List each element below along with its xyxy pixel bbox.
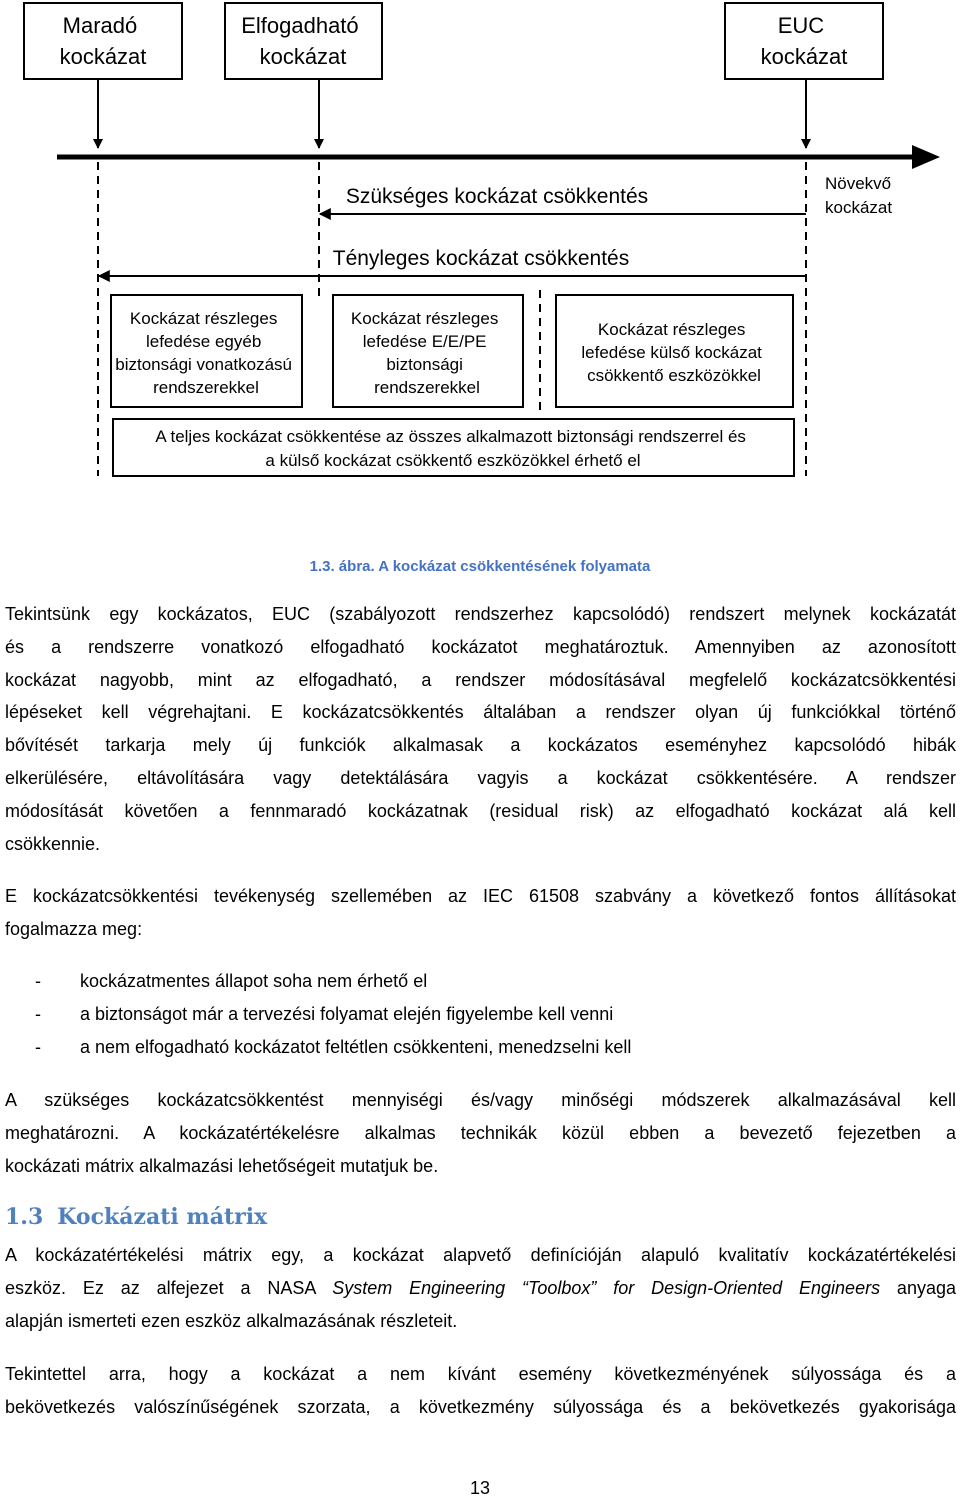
p5-line: Tekintettel arra, hogy a kockázat a nem kívánt esemény következményének súlyossága és a [5, 1364, 956, 1384]
risk-axis-arrowhead [912, 145, 940, 169]
bullet-dash: - [35, 1004, 41, 1024]
p4-text: anyaga [880, 1277, 956, 1298]
p1-line: módosítását követően a fennmaradó kockázatnak (residual risk) az elfogadható kockázat alá kell [5, 800, 956, 821]
acceptable-risk-label-1: Elfogadható [241, 13, 359, 38]
residual-risk-label-2: kockázat [59, 44, 147, 69]
statement-list [5, 965, 945, 1064]
other-tech-label-4: rendszerekkel [153, 378, 259, 397]
other-tech-label-1: Kockázat részleges [129, 309, 278, 328]
list-item-text: a biztonságot már a tervezési folyamat elején figyelembe kell venni [80, 1004, 614, 1024]
paragraph-1 [5, 598, 956, 860]
section-number: 1.3 [5, 1204, 44, 1230]
svg-text:Növekvő kockázat [825, 174, 896, 217]
list-item [5, 965, 945, 998]
euc-risk-label-2: kockázat [760, 44, 848, 69]
increasing-risk-label-2: kockázat [825, 198, 893, 217]
list-item-text: kockázatmentes állapot soha nem érhető el [80, 971, 428, 991]
acceptable-risk-label-2: kockázat [259, 44, 347, 69]
p2-line: E kockázatcsökkentési tevékenység szellemében az IEC 61508 szabvány a következő fontos állításokat [5, 886, 956, 906]
p1-line: lépéseket kell végrehajtani. E kockázatcsökkentés általában a rendszer olyan új funkciókkal történő [5, 702, 956, 723]
paragraph-4 [5, 1239, 956, 1337]
section-title: Kockázati mátrix [57, 1204, 268, 1230]
p1-line: bővítését tarkarja mely új funkciók alkalmasak a kockázatos eseményhez kapcsolódó hibák [5, 735, 956, 756]
risk-reduction-diagram [0, 0, 960, 480]
paragraph-5 [5, 1358, 956, 1424]
other-tech-label-2: lefedése egyéb [145, 332, 262, 351]
p4-italic-title: System Engineering “Toolbox” for Design-Oriented Engineers [332, 1277, 881, 1298]
list-item [5, 1031, 945, 1064]
section-heading [5, 1204, 267, 1230]
external-label-2: lefedése külső kockázat [581, 343, 762, 362]
p5-line: bekövetkezés valószínűségének szorzata, a következmény súlyossága és a bekövetkezés gyakorisága [5, 1396, 956, 1417]
paragraph-3 [5, 1084, 956, 1182]
svg-text:Kockázat részleges lefedés [581, 320, 766, 385]
p4-line: A kockázatértékelési mátrix egy, a kockázat alapvető definícióján alapuló kvalitatív kockázatértékelési [5, 1245, 956, 1265]
p2-line: fogalmazza meg: [5, 918, 143, 939]
list-item [5, 998, 945, 1031]
eepe-label-3: biztonsági [386, 355, 463, 374]
eepe-label-2: lefedése E/E/PE [362, 332, 487, 351]
p1-line: elkerülésére, eltávolítására vagy detektálására vagyis a kockázat csökkentésére. A rendszer [5, 767, 956, 788]
total-reduction-label-1: A teljes kockázat csökkentése az összes alkalmazott biztonsági rendszerrel és [155, 427, 746, 446]
p3-line: meghatározni. A kockázatértékelésre alkalmas technikák közül ebben a bevezető fejezetben a [5, 1122, 956, 1143]
eepe-label-1: Kockázat részleges [350, 309, 499, 328]
bullet-dash: - [35, 1037, 41, 1057]
page-number: 13 [469, 1478, 491, 1498]
bullet-dash: - [35, 971, 41, 991]
p3-line: kockázati mátrix alkalmazási lehetőségeit mutatjuk be. [5, 1155, 439, 1176]
p1-line: kockázat nagyobb, mint az elfogadható, a rendszer módosításával megfelelő kockázatcsökkentési [5, 669, 956, 690]
external-label-3: csökkentő eszközökkel [587, 366, 761, 385]
necessary-reduction-label: Szükséges kockázat csökkentés [345, 185, 649, 208]
total-reduction-label-2: a külső kockázat csökkentő eszközökkel érhető el [265, 451, 641, 470]
external-label-1: Kockázat részleges [597, 320, 746, 339]
actual-reduction-label: Tényleges kockázat csökkentés [332, 247, 630, 270]
p1-line: csökkennie. [5, 833, 101, 854]
paragraph-2 [5, 880, 956, 946]
increasing-risk-label-1: Növekvő [825, 174, 892, 193]
eepe-label-4: rendszerekkel [374, 378, 480, 397]
residual-risk-label-1: Maradó [62, 13, 138, 38]
p3-line: A szükséges kockázatcsökkentést mennyiségi és/vagy minőségi módszerek alkalmazásával kell [5, 1090, 956, 1110]
figure-caption: 1.3. ábra. A kockázat csökkentésének folyamata [309, 558, 651, 575]
p4-line: alapján ismerteti ezen eszköz alkalmazásának részleteit. [5, 1310, 458, 1331]
other-tech-label-3: biztonsági vonatkozású [115, 355, 292, 374]
p1-line: és a rendszerre vonatkozó elfogadható kockázatot meghatároztuk. Amennyiben az azonosított [5, 636, 956, 657]
list-item-text: a nem elfogadható kockázatot feltétlen csökkenteni, menedzselni kell [80, 1037, 632, 1057]
p4-text: eszköz. Ez az alfejezet a NASA [5, 1277, 333, 1298]
p1-line: Tekintsünk egy kockázatos, EUC (szabályozott rendszerhez kapcsolódó) rendszert melynek kockázatát [5, 604, 956, 624]
p4-line [5, 1272, 956, 1305]
euc-risk-label-1: EUC [777, 13, 825, 38]
